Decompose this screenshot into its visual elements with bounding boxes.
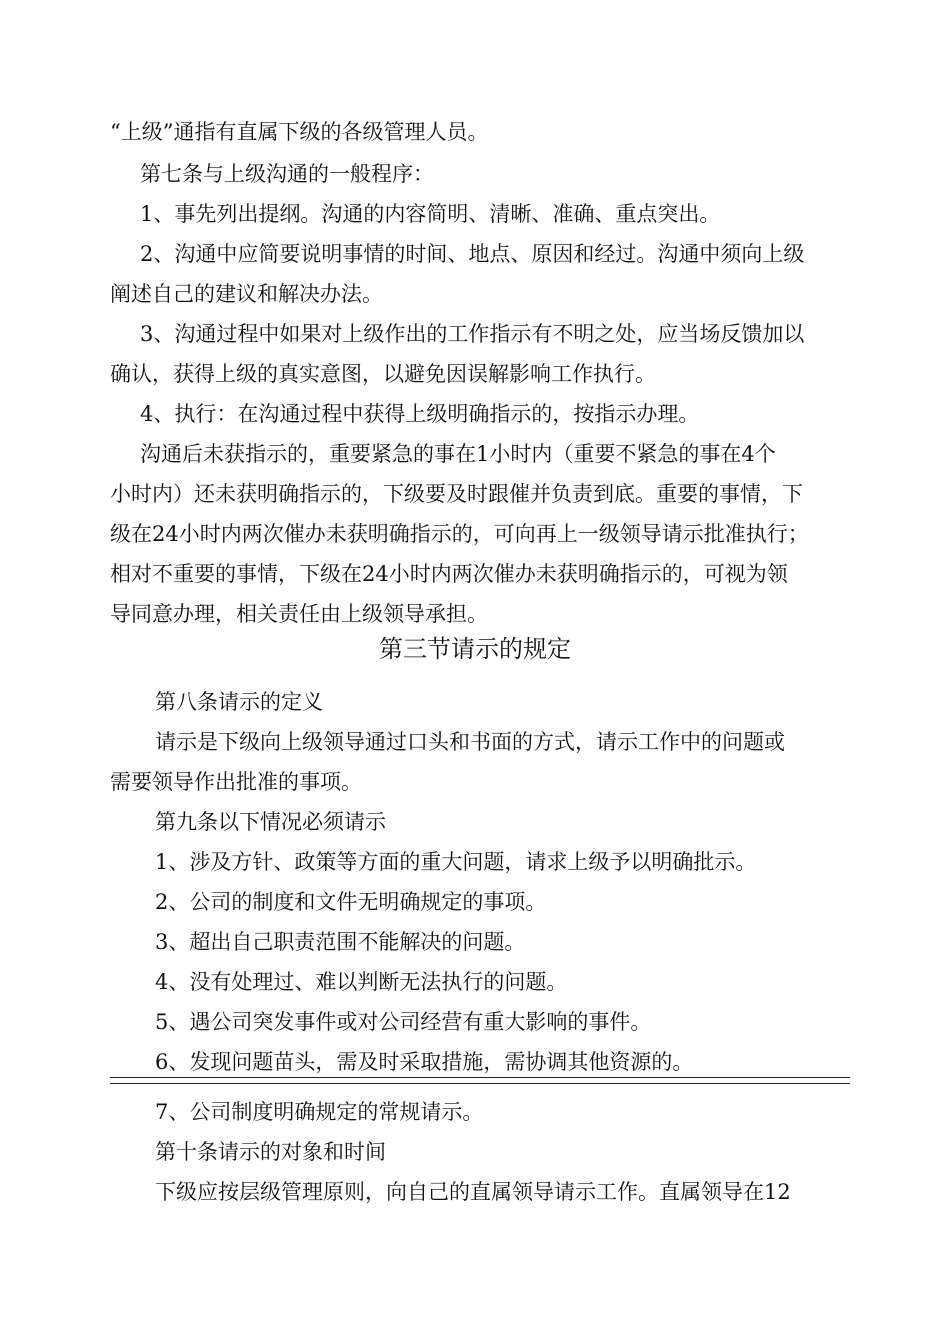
paragraph-line: 相对不重要的事情，下级在24小时内两次催办未获明确指示的，可视为领 <box>110 562 788 586</box>
paragraph-line: 5、遇公司突发事件或对公司经营有重大影响的事件。 <box>155 1010 652 1034</box>
paragraph-line: 沟通后未获指示的，重要紧急的事在1小时内（重要不紧急的事在4个 <box>140 442 776 466</box>
paragraph-line: 2、沟通中应简要说明事情的时间、地点、原因和经过。沟通中须向上级 <box>140 242 805 266</box>
paragraph-line: 3、沟通过程中如果对上级作出的工作指示有不明之处，应当场反馈加以 <box>140 322 805 346</box>
paragraph-line: 导同意办理，相关责任由上级领导承担。 <box>110 602 488 626</box>
section-heading: 第三节请示的规定 <box>379 635 571 663</box>
paragraph-line: 6、发现问题苗头，需及时采取措施，需协调其他资源的。 <box>155 1050 694 1074</box>
paragraph-line: 第十条请示的对象和时间 <box>155 1140 386 1164</box>
paragraph-line: 确认，获得上级的真实意图，以避免因误解影响工作执行。 <box>110 362 656 386</box>
page-break-rule-bottom <box>110 1083 850 1084</box>
paragraph-line: 3、超出自己职责范围不能解决的问题。 <box>155 930 526 954</box>
paragraph-line: 1、事先列出提纲。沟通的内容简明、清晰、准确、重点突出。 <box>140 202 721 226</box>
paragraph-line: 阐述自己的建议和解决办法。 <box>110 282 383 306</box>
paragraph-line: 7、公司制度明确规定的常规请示。 <box>155 1100 484 1124</box>
paragraph-line: 第八条请示的定义 <box>155 690 323 714</box>
paragraph-line: 4、没有处理过、难以判断无法执行的问题。 <box>155 970 568 994</box>
page-break-rule-top <box>110 1077 850 1078</box>
paragraph-line: “上级”通指有直属下级的各级管理人员。 <box>110 120 489 144</box>
paragraph-line: 2、公司的制度和文件无明确规定的事项。 <box>155 890 547 914</box>
paragraph-line: 小时内）还未获明确指示的，下级要及时跟催并负责到底。重要的事情，下 <box>110 482 803 506</box>
paragraph-line: 第九条以下情况必须请示 <box>155 810 386 834</box>
paragraph-line: 需要领导作出批准的事项。 <box>110 770 362 794</box>
paragraph-line: 级在24小时内两次催办未获明确指示的，可向再上一级领导请示批准执行； <box>110 522 809 546</box>
paragraph-line: 4、执行：在沟通过程中获得上级明确指示的，按指示办理。 <box>140 402 700 426</box>
paragraph-line: 请示是下级向上级领导通过口头和书面的方式，请示工作中的问题或 <box>155 730 785 754</box>
paragraph-line: 下级应按层级管理原则，向自己的直属领导请示工作。直属领导在12 <box>155 1180 791 1204</box>
paragraph-line: 1、涉及方针、政策等方面的重大问题，请求上级予以明确批示。 <box>155 850 757 874</box>
paragraph-line: 第七条与上级沟通的一般程序： <box>140 162 434 186</box>
